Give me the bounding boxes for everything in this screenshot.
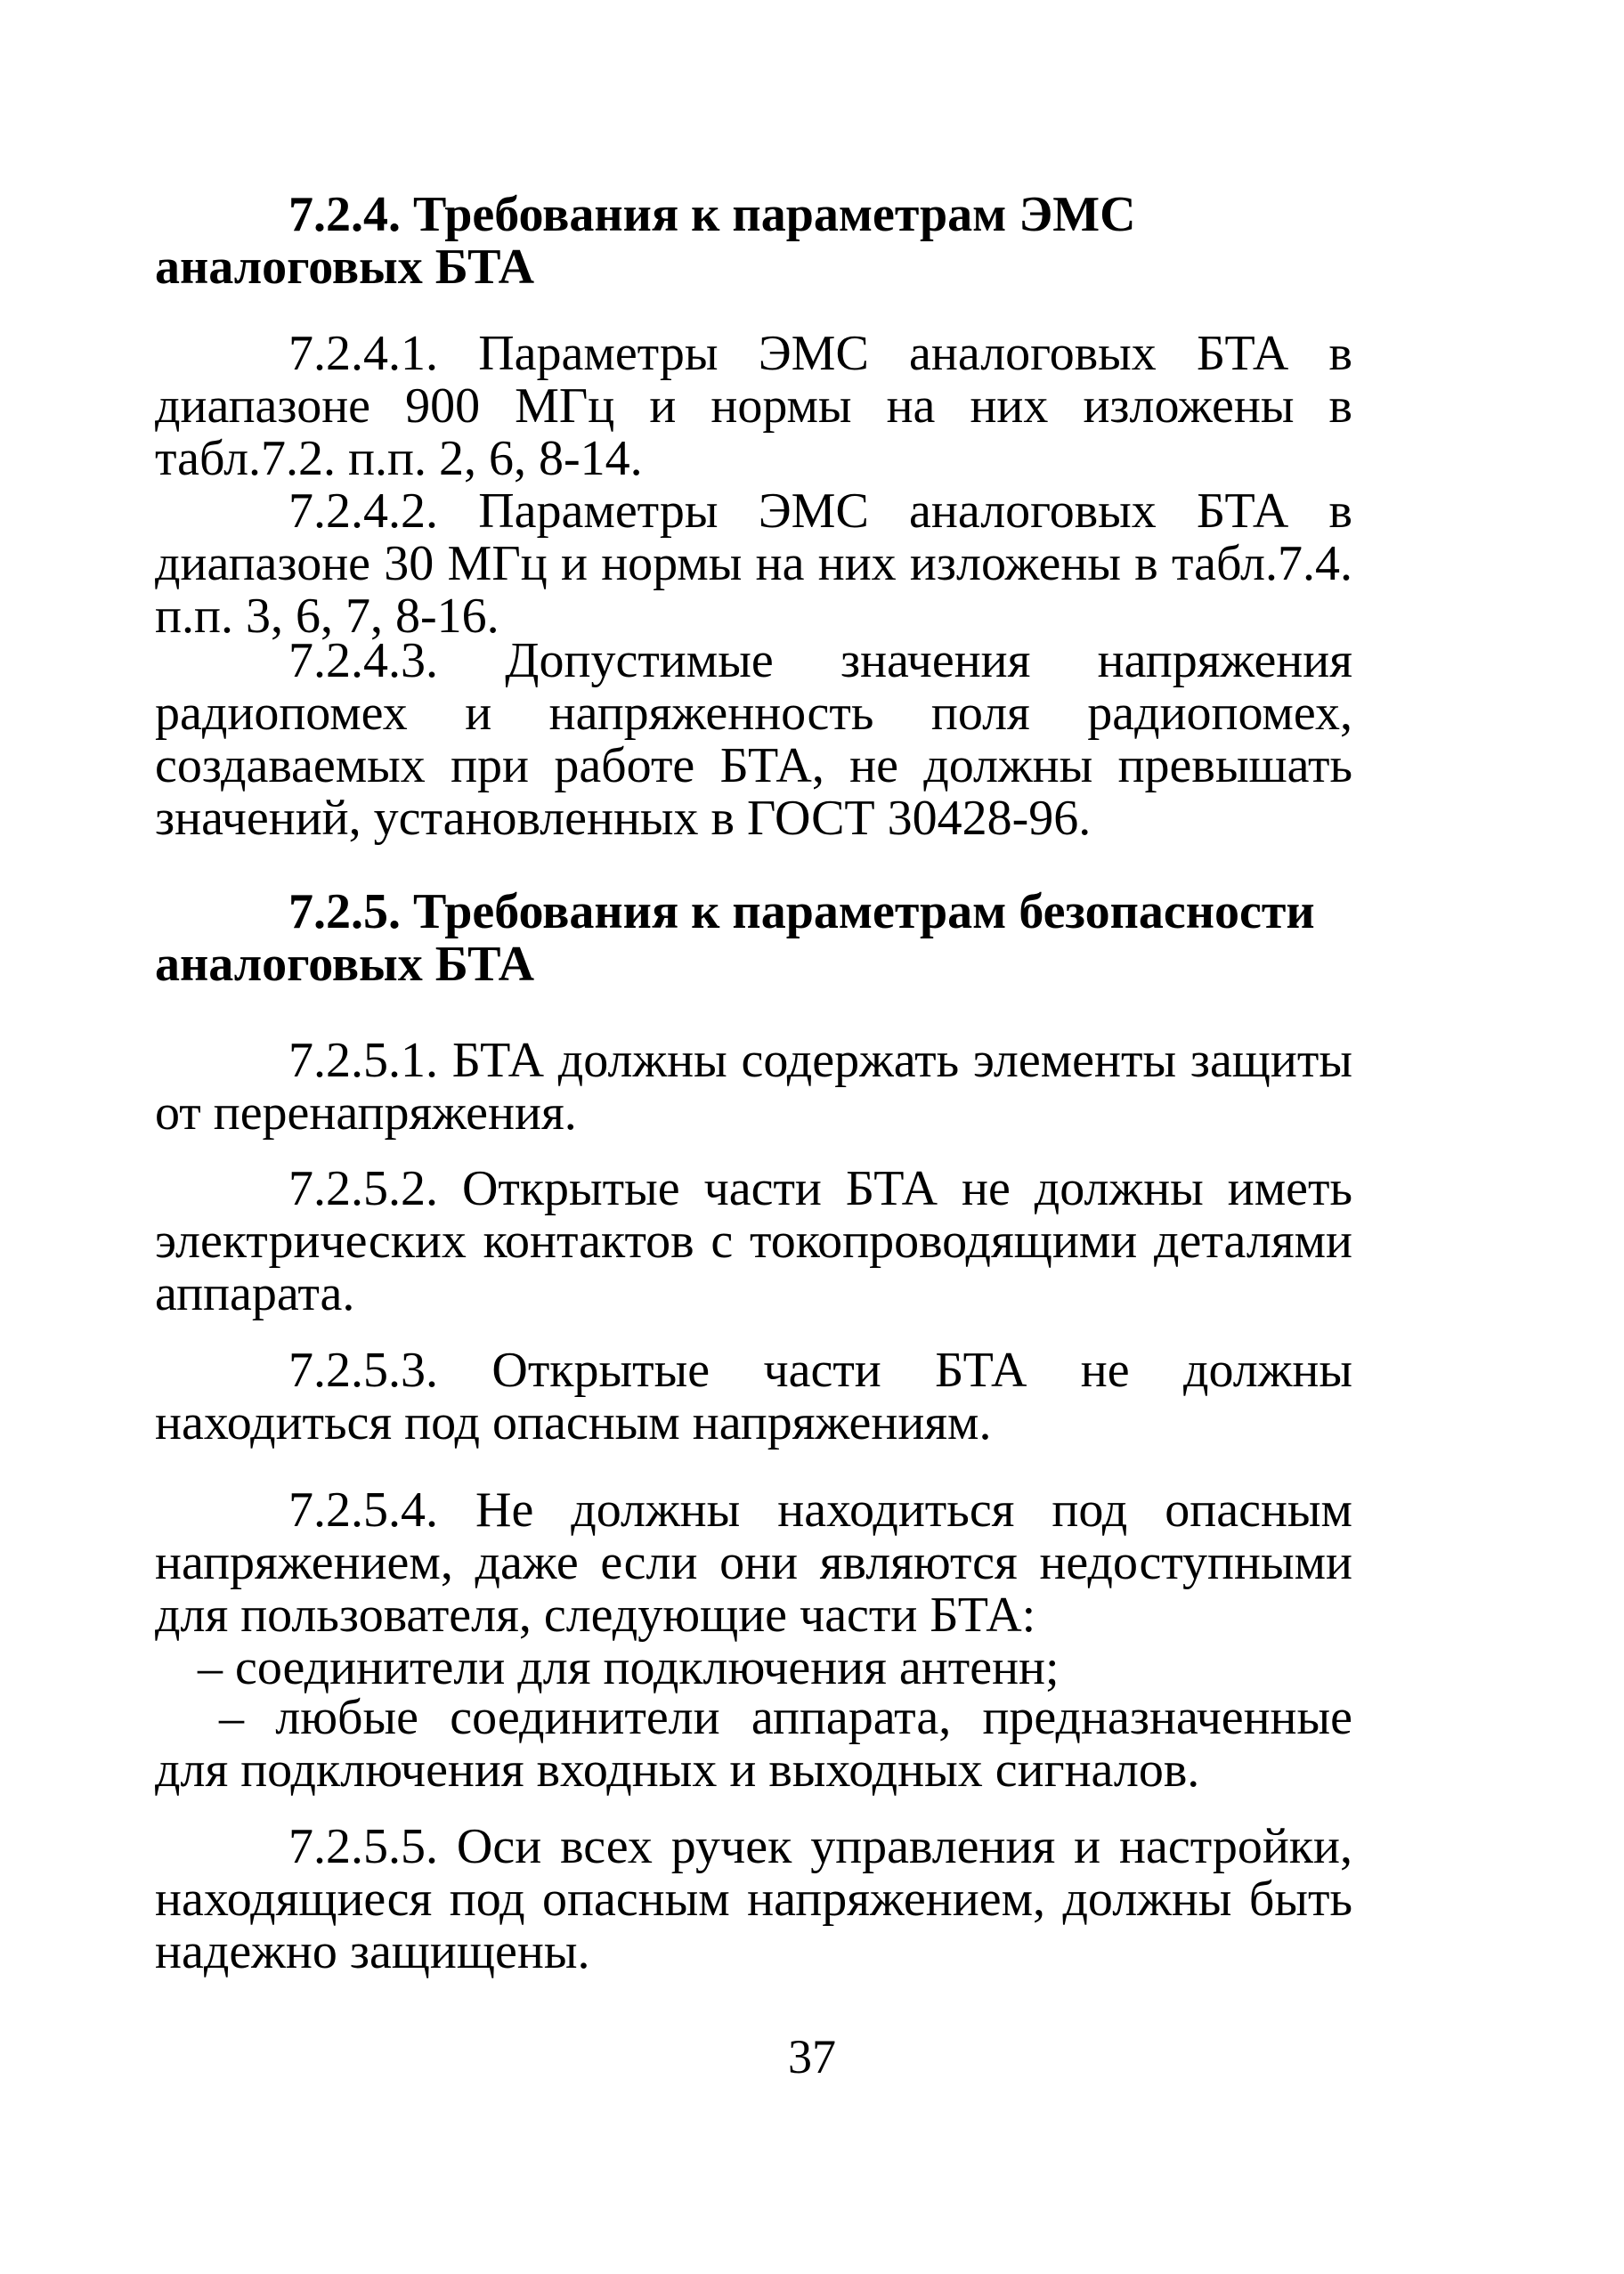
paragraph-7-2-5-2: 7.2.5.2. Открытые части БТА не должны иметь электрических контактов с токопроводящими деталями аппарата. [155, 1161, 1352, 1321]
section-heading-7-2-5: 7.2.5. Требования к параметрам безопасности аналоговых БТА [155, 884, 1315, 992]
paragraph-7-2-5-5: 7.2.5.5. Оси всех ручек управления и настройки, находящиеся под опасным напряжением, должны быть надежно защищены. [155, 1819, 1352, 1979]
paragraph-7-2-4-1: 7.2.4.1. Параметры ЭМС аналоговых БТА в диапазоне 900 МГц и нормы на них изложены в табл.7.2. п.п. 2, 6, 8-14. [155, 326, 1352, 486]
section-heading-7-2-4: 7.2.4. Требования к параметрам ЭМС аналоговых БТА [155, 187, 1136, 295]
paragraph-7-2-4-2: 7.2.4.2. Параметры ЭМС аналоговых БТА в диапазоне 30 МГц и нормы на них изложены в табл.7.4. п.п. 3, 6, 7, 8-16. [155, 483, 1352, 644]
list-item-antenna-connectors: – соединители для подключения антенн; [198, 1640, 1060, 1695]
paragraph-7-2-5-1: 7.2.5.1. БТА должны содержать элементы защиты от перенапряжения. [155, 1033, 1352, 1141]
list-item-signal-connectors: – любые соединители аппарата, предназначенные для подключения входных и выходных сигналов. [155, 1690, 1352, 1798]
paragraph-7-2-5-3: 7.2.5.3. Открытые части БТА не должны находиться под опасным напряжениям. [155, 1343, 1352, 1450]
paragraph-7-2-4-3: 7.2.4.3. Допустимые значения напряжения радиопомех и напряженность поля радиопомех, создаваемых при работе БТА, не должны превышать значений, установленных в ГОСТ 30428-96. [155, 633, 1352, 846]
page-number: 37 [788, 2030, 836, 2083]
paragraph-7-2-5-4: 7.2.5.4. Не должны находиться под опасным напряжением, даже если они являются недоступными для пользователя, следующие части БТА: [155, 1482, 1352, 1643]
